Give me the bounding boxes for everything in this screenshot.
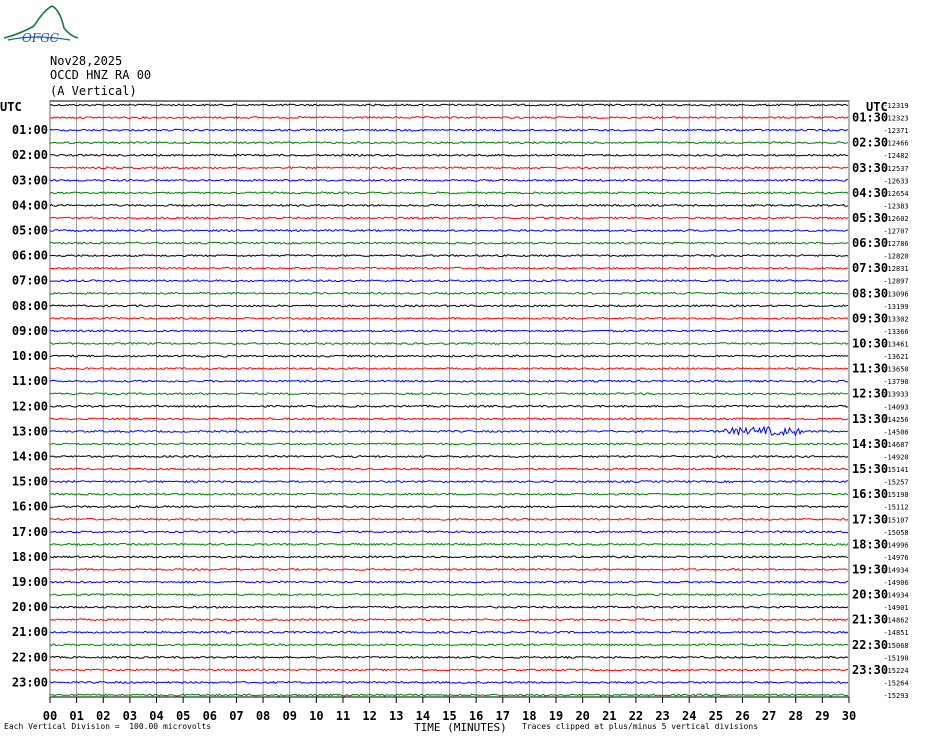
seismic-trace — [50, 129, 848, 131]
x-tick-label: 29 — [815, 709, 830, 723]
seismic-trace — [50, 330, 848, 332]
trace-offset-label: -13096 — [883, 290, 909, 299]
x-tick-label: 30 — [841, 709, 857, 723]
seismic-trace — [50, 518, 848, 520]
seismic-trace — [50, 506, 848, 508]
hour-label-right: 07:30 — [852, 261, 889, 276]
trace-offset-label: -12371 — [883, 127, 909, 136]
hour-label-right: 06:30 — [852, 236, 889, 251]
plot-date: Nov28,2025 — [50, 54, 123, 68]
x-tick-label: 10 — [309, 709, 324, 723]
x-tick-label: 09 — [282, 709, 297, 723]
trace-offset-label: -13199 — [883, 302, 909, 311]
trace-offset-label: -13933 — [883, 390, 909, 399]
trace-offset-label: -14256 — [883, 415, 909, 424]
x-tick-label: 28 — [788, 709, 803, 723]
hour-label-right: 16:30 — [852, 487, 889, 502]
trace-offset-label: -15058 — [883, 528, 909, 537]
seismic-trace — [50, 242, 848, 244]
trace-offset-label: -12319 — [883, 102, 909, 110]
trace-offset-label: -12786 — [883, 240, 909, 249]
trace-offset-label: -15264 — [883, 679, 909, 688]
x-tick-label: 19 — [548, 709, 564, 723]
hour-label-left: 08:00 — [11, 298, 48, 313]
trace-offset-label: -12831 — [883, 265, 909, 274]
hour-label-left: 20:00 — [11, 600, 48, 615]
seismic-trace — [50, 581, 848, 583]
seismic-trace — [50, 318, 848, 320]
trace-offset-label: -14851 — [883, 629, 909, 638]
trace-offset-label: -12707 — [883, 227, 909, 236]
trace-offset-label: -14906 — [883, 579, 909, 588]
hour-label-right: 19:30 — [852, 562, 889, 577]
hour-label-left: 03:00 — [11, 173, 48, 188]
trace-offset-label: -15112 — [883, 503, 909, 512]
seismic-trace — [50, 493, 848, 495]
hour-label-right: 13:30 — [852, 411, 889, 426]
hour-label-right: 20:30 — [852, 587, 889, 602]
seismic-trace — [50, 117, 848, 119]
seismic-trace — [50, 255, 848, 257]
trace-offset-label: -13302 — [883, 315, 909, 324]
seismic-trace — [50, 556, 848, 558]
seismic-trace — [50, 292, 848, 294]
seismic-trace — [50, 205, 848, 207]
x-tick-label: 20 — [575, 709, 590, 723]
hour-label-left: 10:00 — [11, 349, 48, 364]
seismic-trace — [50, 443, 848, 445]
seismic-trace — [50, 694, 848, 696]
trace-offset-label: -14920 — [883, 453, 909, 462]
hour-label-right: 01:30 — [852, 110, 889, 125]
hour-label-right: 02:30 — [852, 135, 889, 150]
hour-label-left: 02:00 — [11, 148, 48, 163]
x-tick-label: 04 — [149, 709, 164, 723]
seismic-trace — [50, 669, 848, 671]
scale-note: Each Vertical Division = 100.00 microvolts — [4, 722, 212, 731]
hour-label-right: 14:30 — [852, 436, 889, 451]
seismic-trace — [50, 179, 848, 181]
x-tick-label: 25 — [708, 709, 724, 723]
hour-label-left: 09:00 — [11, 323, 48, 338]
x-tick-label: 22 — [628, 709, 644, 723]
x-tick-label: 13 — [389, 709, 404, 723]
trace-offset-label: -14996 — [883, 541, 909, 550]
seismic-trace — [50, 230, 848, 232]
x-tick-label: 01 — [69, 709, 84, 723]
logo-text: OFGC — [22, 31, 59, 45]
trace-offset-label: -12482 — [883, 152, 909, 161]
hour-label-right: 15:30 — [852, 462, 889, 477]
trace-offset-label: -15068 — [883, 641, 909, 650]
trace-offset-label: -12820 — [883, 252, 909, 261]
trace-offset-label: -12466 — [883, 139, 909, 148]
x-tick-label: 07 — [229, 709, 244, 723]
hour-label-left: 12:00 — [11, 399, 48, 414]
seismic-trace — [50, 267, 848, 269]
station-code: OCCD HNZ RA 00 — [50, 68, 152, 82]
seismic-trace — [50, 427, 848, 435]
trace-offset-label: -14934 — [883, 566, 909, 575]
x-tick-label: 18 — [522, 709, 537, 723]
utc-label-left: UTC — [0, 100, 22, 114]
seismic-trace — [50, 543, 848, 545]
seismic-trace — [50, 656, 848, 658]
seismic-trace — [50, 104, 848, 106]
trace-offset-label: -15198 — [883, 491, 909, 500]
hour-label-left: 15:00 — [11, 474, 48, 489]
trace-offset-label: -12654 — [883, 189, 909, 198]
clip-note: Traces clipped at plus/minus 5 vertical divisions — [522, 722, 759, 731]
x-tick-label: 23 — [655, 709, 670, 723]
trace-offset-label: -13650 — [883, 365, 909, 374]
hour-label-left: 14:00 — [11, 449, 48, 464]
x-tick-label: 17 — [495, 709, 510, 723]
x-tick-label: 27 — [761, 709, 777, 723]
hour-label-right: 12:30 — [852, 386, 889, 401]
x-tick-label: 12 — [362, 709, 377, 723]
seismic-trace — [50, 569, 848, 571]
hour-label-left: 13:00 — [11, 424, 48, 439]
seismic-trace — [50, 343, 848, 345]
seismic-trace — [50, 380, 848, 382]
component-label: (A Vertical) — [50, 84, 137, 98]
x-tick-label: 15 — [442, 709, 457, 723]
trace-offset-label: -14976 — [883, 553, 909, 562]
seismic-trace — [50, 305, 848, 307]
trace-offset-label: -12383 — [883, 202, 909, 211]
hour-label-left: 07:00 — [11, 273, 48, 288]
trace-offset-label: -15190 — [883, 654, 909, 663]
seismic-trace — [50, 368, 848, 370]
hour-label-left: 01:00 — [11, 123, 48, 138]
seismic-trace — [50, 217, 848, 219]
trace-offset-label: -14934 — [883, 591, 909, 600]
seismic-trace — [50, 594, 848, 596]
trace-offset-label: -12602 — [883, 214, 909, 223]
trace-offset-label: -13461 — [883, 340, 909, 349]
hour-label-left: 23:00 — [11, 675, 48, 690]
seismic-trace — [50, 619, 848, 621]
x-tick-label: 21 — [602, 709, 617, 723]
seismic-trace — [50, 142, 848, 144]
seismic-trace — [50, 405, 848, 407]
x-tick-label: 03 — [122, 709, 138, 723]
trace-offset-label: -12323 — [883, 114, 909, 123]
seismic-trace — [50, 468, 848, 470]
hour-label-right: 11:30 — [852, 361, 889, 376]
trace-offset-label: -15141 — [883, 466, 909, 475]
hour-label-left: 17:00 — [11, 524, 48, 539]
x-tick-label: 08 — [255, 709, 271, 723]
trace-offset-label: -12537 — [883, 164, 909, 173]
hour-label-right: 10:30 — [852, 336, 889, 351]
x-tick-label: 00 — [42, 709, 58, 723]
x-tick-label: 11 — [335, 709, 351, 723]
hour-label-left: 18:00 — [11, 549, 48, 564]
trace-offset-label: -13366 — [883, 327, 909, 336]
seismic-trace — [50, 280, 848, 282]
trace-offset-label: -14687 — [883, 440, 909, 449]
x-tick-label: 06 — [202, 709, 218, 723]
seismic-trace — [50, 644, 848, 646]
seismic-trace — [50, 606, 848, 608]
seismic-trace — [50, 631, 848, 633]
x-tick-label: 14 — [415, 709, 431, 723]
trace-offset-label: -14506 — [883, 428, 909, 437]
hour-label-left: 05:00 — [11, 223, 48, 238]
hour-label-right: 03:30 — [852, 160, 889, 175]
hour-label-right: 18:30 — [852, 537, 889, 552]
hour-label-left: 22:00 — [11, 650, 48, 665]
hour-label-right: 08:30 — [852, 286, 889, 301]
x-tick-label: 16 — [468, 709, 484, 723]
x-tick-label: 05 — [175, 709, 191, 723]
x-tick-label: 02 — [96, 709, 111, 723]
hour-label-right: 05:30 — [852, 210, 889, 225]
trace-offset-label: -15224 — [883, 666, 909, 675]
hour-label-left: 19:00 — [11, 575, 48, 590]
x-tick-label: 24 — [681, 709, 697, 723]
seismic-trace — [50, 456, 848, 458]
x-axis-title: TIME (MINUTES) — [414, 721, 507, 734]
seismic-trace — [50, 154, 848, 156]
hour-label-right: 23:30 — [852, 662, 889, 677]
trace-offset-label: -14093 — [883, 403, 909, 412]
hour-label-right: 04:30 — [852, 185, 889, 200]
trace-offset-label: -14901 — [883, 604, 909, 613]
trace-offset-label: -15107 — [883, 516, 909, 525]
seismic-trace — [50, 393, 848, 395]
seismic-trace — [50, 355, 848, 357]
trace-offset-label: -12897 — [883, 277, 909, 286]
utc-label-right: UTC — [866, 100, 888, 114]
hour-label-right: 09:30 — [852, 311, 889, 326]
seismic-trace — [50, 682, 848, 684]
trace-offset-label: -14862 — [883, 616, 909, 625]
trace-offset-label: -12633 — [883, 177, 909, 186]
x-tick-label: 26 — [735, 709, 750, 723]
hour-label-left: 11:00 — [11, 374, 48, 389]
trace-offset-label: -15257 — [883, 478, 909, 487]
seismic-trace — [50, 192, 848, 194]
trace-offset-label: -13790 — [883, 378, 909, 387]
seismic-trace — [50, 481, 848, 483]
seismic-trace — [50, 167, 848, 169]
hour-label-left: 04:00 — [11, 198, 48, 213]
hour-label-left: 16:00 — [11, 499, 48, 514]
trace-offset-label: -13621 — [883, 353, 909, 362]
seismic-trace — [50, 531, 848, 533]
hour-label-right: 17:30 — [852, 512, 889, 527]
trace-offset-label: -15293 — [883, 692, 909, 700]
hour-label-right: 22:30 — [852, 637, 889, 652]
seismic-trace — [50, 418, 848, 420]
hour-label-left: 21:00 — [11, 625, 48, 640]
hour-label-right: 21:30 — [852, 612, 889, 627]
hour-label-left: 06:00 — [11, 248, 48, 263]
